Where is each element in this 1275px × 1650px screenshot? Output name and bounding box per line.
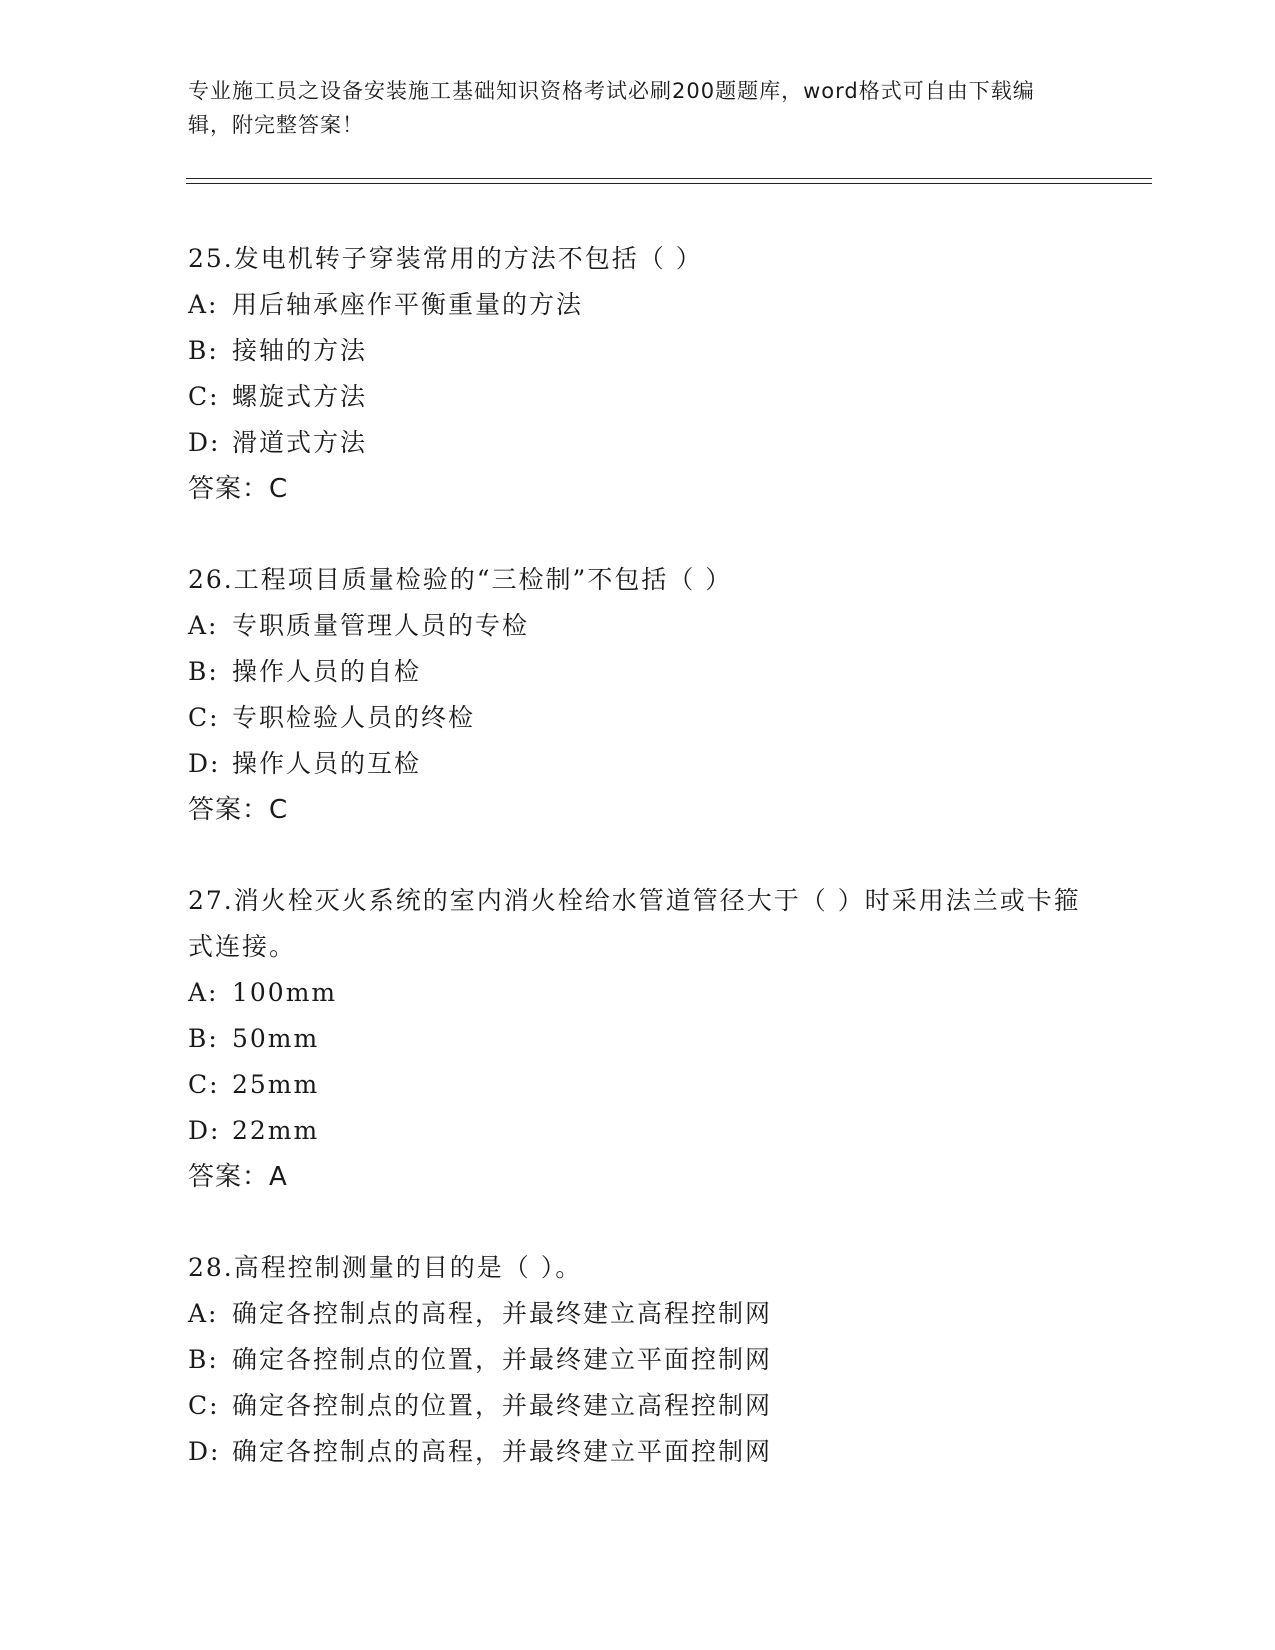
option-text: 用后轴承座作平衡重量的方法 (232, 290, 584, 319)
option-d (188, 741, 1088, 787)
option-text: 确定各控制点的高程，并最终建立平面控制网 (232, 1437, 773, 1466)
option-c (188, 374, 1088, 420)
option-letter: C: (188, 1391, 220, 1420)
option-d (188, 420, 1088, 466)
option-text: 螺旋式方法 (232, 382, 368, 411)
option-c (188, 695, 1088, 741)
answer-line: 答案：C (188, 474, 289, 504)
document-header: 专业施工员之设备安装施工基础知识资格考试必刷200题题库，word格式可自由下载编辑，附完整答案！ (188, 79, 1035, 137)
question-28 (188, 1245, 1088, 1475)
option-text: 确定各控制点的位置，并最终建立高程控制网 (232, 1391, 773, 1420)
option-letter: A: (188, 978, 219, 1007)
option-a (188, 970, 1088, 1016)
option-text: 滑道式方法 (232, 428, 368, 457)
header-divider-bottom (186, 183, 1152, 184)
answer-line: 答案：A (188, 1162, 288, 1192)
option-letter: B: (188, 657, 219, 686)
option-b (188, 328, 1088, 374)
option-text: 确定各控制点的位置，并最终建立平面控制网 (232, 1345, 773, 1374)
option-letter: A: (188, 1299, 219, 1328)
question-stem: 28.高程控制测量的目的是（ ）。 (188, 1253, 583, 1282)
option-text: 确定各控制点的高程，并最终建立高程控制网 (232, 1299, 773, 1328)
option-text: 操作人员的自检 (232, 657, 422, 686)
option-text: 操作人员的互检 (232, 749, 422, 778)
option-b (188, 1337, 1088, 1383)
option-letter: D: (188, 428, 221, 457)
option-text: 100mm (232, 978, 338, 1007)
option-text: 50mm (232, 1024, 320, 1053)
option-text: 专职检验人员的终检 (232, 703, 476, 732)
question-stem: 27.消火栓灭火系统的室内消火栓给水管道管径大于（ ）时采用法兰或卡箍式连接。 (188, 886, 1081, 961)
option-letter: B: (188, 336, 219, 365)
question-26 (188, 557, 1088, 833)
question-25 (188, 236, 1088, 512)
option-b (188, 649, 1088, 695)
option-a (188, 282, 1088, 328)
option-letter: B: (188, 1345, 219, 1374)
option-text: 25mm (232, 1070, 320, 1099)
option-letter: D: (188, 749, 221, 778)
option-letter: C: (188, 1070, 220, 1099)
option-letter: A: (188, 290, 219, 319)
option-a (188, 603, 1088, 649)
option-letter: C: (188, 382, 220, 411)
option-a (188, 1291, 1088, 1337)
question-list (188, 236, 1088, 1520)
question-27 (188, 878, 1088, 1200)
option-text: 专职质量管理人员的专检 (232, 611, 530, 640)
header-divider-top (186, 178, 1152, 179)
answer-line: 答案：C (188, 795, 289, 825)
option-d (188, 1429, 1088, 1475)
option-c (188, 1383, 1088, 1429)
question-stem: 26.工程项目质量检验的“三检制”不包括（ ） (188, 565, 733, 594)
option-b (188, 1016, 1088, 1062)
option-letter: A: (188, 611, 219, 640)
option-c (188, 1062, 1088, 1108)
option-letter: C: (188, 703, 220, 732)
option-letter: D: (188, 1116, 221, 1145)
option-letter: D: (188, 1437, 221, 1466)
option-text: 22mm (232, 1116, 320, 1145)
option-letter: B: (188, 1024, 219, 1053)
option-text: 接轴的方法 (232, 336, 368, 365)
question-stem: 25.发电机转子穿装常用的方法不包括（ ） (188, 244, 703, 273)
option-d (188, 1108, 1088, 1154)
